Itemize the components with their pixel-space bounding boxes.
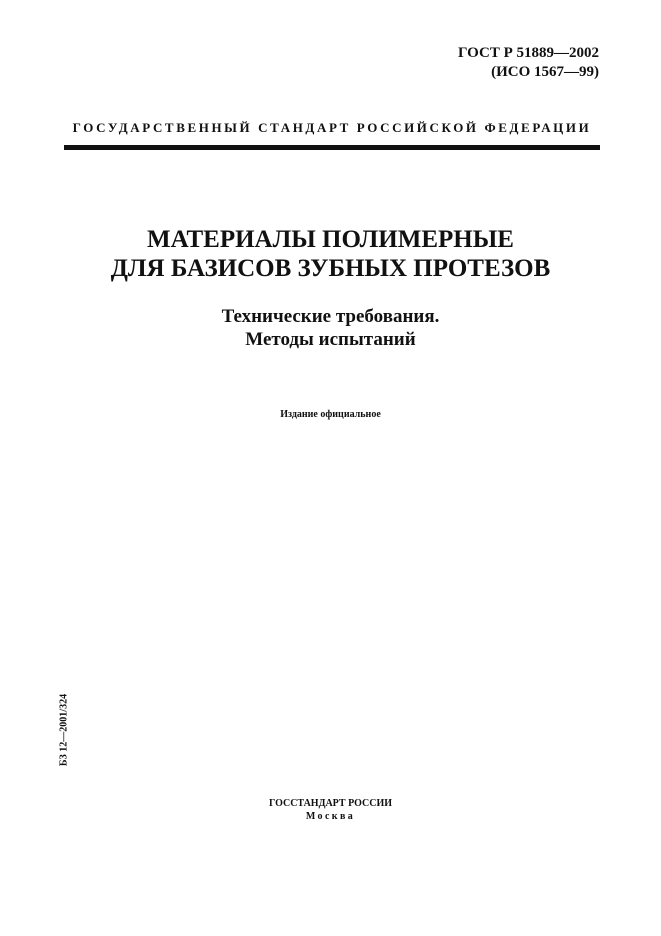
iso-reference: (ИСО 1567—99) [491, 64, 599, 80]
document-title [40, 225, 621, 283]
publisher-city: Москва [305, 811, 356, 822]
publisher-name: ГОССТАНДАРТ РОССИИ [268, 798, 393, 809]
title-line-2: ДЛЯ БАЗИСОВ ЗУБНЫХ ПРОТЕЗОВ [110, 255, 551, 282]
subtitle-line-1: Технические требования. [221, 306, 440, 327]
agency-heading: ГОСУДАРСТВЕННЫЙ СТАНДАРТ РОССИЙСКОЙ ФЕДЕРАЦИИ [72, 120, 592, 135]
side-code: БЗ 12—2001/324 [58, 693, 70, 767]
publisher-block [40, 797, 621, 823]
heading-divider [64, 145, 600, 150]
document-subtitle [40, 305, 621, 351]
subtitle-line-2: Методы испытаний [245, 329, 416, 350]
title-line-1: МАТЕРИАЛЫ ПОЛИМЕРНЫЕ [147, 226, 514, 253]
standard-code-block [458, 44, 599, 82]
edition-note: Издание официальное [280, 409, 381, 420]
standard-number: ГОСТ Р 51889—2002 [457, 45, 599, 61]
